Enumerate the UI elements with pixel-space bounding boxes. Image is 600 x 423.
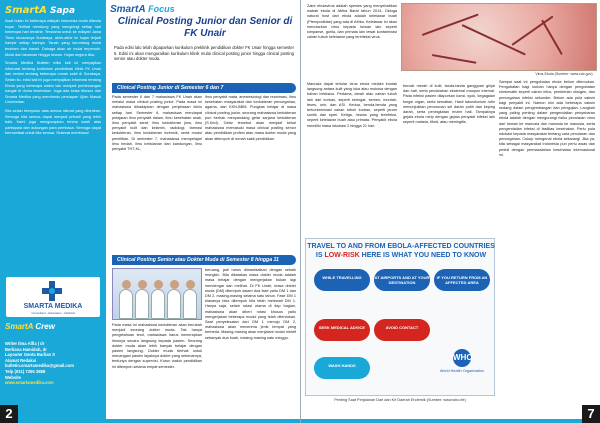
- section-1-column-2: ilmu penyakit mata, anestesiologi dan reanimasi, ilmu kesehatan masyarakat dan kedokteran pencegahan, agama, dan KKN-BBM. Pungkas belajar di masa clinical posting junior, seorang mahasiswa kedokteran pun berhak menyandang gelar sarjana kedokteran (S.Ked). Gelar tersebut akan menjadi bekal mahasiswa memasuki masa clinical posting senior atau pendidikan profesi atau masa dokter muda yang akan ditempuh di rumah sakit pendidikan.: [205, 95, 296, 141]
- crew-phone: Telp (031) 7255 3888: [5, 368, 46, 374]
- who-logo-text: World Health Organization: [439, 369, 485, 373]
- infographic-title-prefix: IS: [315, 251, 323, 259]
- article-title: Clinical Posting Junior dan Senior di FK Unair: [117, 16, 293, 39]
- focus-header: [110, 4, 175, 15]
- ebola-virus-image: [401, 3, 597, 71]
- article-intro: Pada edisi lalu telah dipaparkan kurikulum preklinik pendidikan dokter FK Unair hingga semester 5. Edisi ini akan menguraikan kurikulum klinik mulai clinical posting junior hingga clinical posting senior atau dokter muda.: [114, 45, 294, 62]
- crew-header: [5, 322, 55, 331]
- doctor-figure: [183, 289, 197, 319]
- bottom-bar-left: [18, 419, 300, 423]
- infographic-cell: WASH HANDS: [314, 357, 370, 379]
- sapa-header-title: Sapa: [49, 6, 76, 16]
- right-page: [300, 0, 600, 423]
- infographic-caption: Penting Saat Perjalanan Dari dan Ke Daerah Endemik (Sumber: www.who.int): [334, 398, 466, 402]
- logo-subtext: Consultant - Education - Medical: [31, 311, 75, 315]
- section-2-banner: Clinical Posting Senior atau Dokter Muda di Semester 8 hingga 11: [112, 255, 296, 265]
- section-2-column-2: beruang, jadi harus dimanfaatkan dengan sebaik mungkin. Bila dikatakan masa dokter muda adalah masa belajar dengan mengerjakan bukan lagi mendengar dan melihat. Di FK Unair, masa dokter muda (DM) ditempuh dalam dua fase yaitu DM 1 dan DM 2, masing-masing selama satu tahun. Fase DM 1 biasanya bisa ditempuh bila telah melewati DM 1. Hanya saja, selain rotasi utama di tiap bagian, mahasiswa akan diberi rotasi khusus yaitu mengerjakan beberapa modul yang telah ditentukan. Saat penyelesaian dari DM 1 menuju DM 2, mahasiswa akan menerima jenis tempat yang berbeda. Masing-masing akan menjalani modul elektif sebanyak dua buah, masing-masing satu minggu.: [205, 268, 296, 340]
- infographic-cell: SEEK MEDICAL ADVICE: [314, 319, 370, 341]
- crew-line: Alamat Redaksi: [5, 357, 37, 363]
- infographic-low-risk: LOW-RISK: [324, 251, 360, 259]
- sapa-paragraph-1: Awal bulan ini beberapa wilayah Indonesia mulai dilanda hujan. Terlihat mendung yang mengiringi setiap hari beberapa hari terakhir. Terutama untuk ke wilayah Jawa Timur khususnya Surabaya, akhir-akhir ini hujan terjadi hampir setiap harinya. Tanah yang kerontang mulai tersiram dan basah. Dahaga akan air mulai terpenuhi. Mulai dari tanaman hingga hewan. Hujan segera tiba.: [5, 19, 101, 57]
- section-1-banner: Clinical Posting Junior di Semester 6 dan 7: [112, 83, 296, 93]
- sapa-header: [0, 0, 106, 16]
- page-number-left: 2: [0, 405, 18, 423]
- focus-header-prefix: SmartA: [110, 4, 146, 15]
- crew-header-prefix: SmartA: [5, 322, 34, 331]
- crew-email: bulletin.smartamedika@gmail.com: [5, 363, 75, 369]
- crew-line: Writer Ilma Alfia | dr: [5, 341, 45, 346]
- crew-list: [5, 341, 103, 386]
- section-1-column-1: Pada semester 6 dan 7 mahasiswa FK Unair akan melalui masa clinical posting junior. Pada masa ini mahasiswa dihadapkan dengan penjelasan klinis setiap hari. Semester 6, mahasiswa mendapat pelajaran ilmu penyakit dalam, ilmu kesehatan anak, ilmu penyakit saraf, ilmu kedokteran jiwa, ilmu penyakit kulit dan kelamin, radiologi, farmasi kedokteran, ilmu kedokteran forensik, serta modul penelitian. Di semester 7, mahasiswa mempelajari ilmu bedah, ilmu kebidanan dan kandungan, ilmu penyakit THT-KL,: [112, 95, 202, 152]
- travel-infographic: [305, 238, 495, 396]
- sapa-header-prefix: SmartA: [5, 5, 47, 16]
- sidebar: [0, 0, 106, 423]
- infographic-title-line-1: TRAVEL TO AND FROM EBOLA-AFFECTED COUNTRIES: [307, 243, 495, 250]
- section-2-column-1: Pada masa ini mahasiswa kedokteran akan berubah menjadi seorang dokter muda. Tak hanya pengetahuan teori, mahasiswa harus menerapkan ilmunya secara langsung kepada pasien. Seorang dokter muda akan lebih banyak belajar dengan pasien langsung. Dokter muda berhak untuk menangani pasien layaknya dokter yang sebenarnya, tentunya dengan supervisi. Kurun waktu pendidikan ini ditempuh selama empat semester.: [112, 323, 202, 369]
- ebola-column-2: bercak merah di kulit, tanda-tanda gangguan ginjal dan hati, serta perdarahan eksternal maupun internal. Pada infeksi pasien dilaporkan konsi, syok, kegagalan fungsi organ, serta kematian. Hasil laboratorium rutin menunjukkan penurunan sel darah putih dan keping darah, serta peningkatan enzim hati. Tampaknya gejala ebola mirip dengan gejala penyakit infeksi lain seperti malaria, tifoid, atau meningitis.: [403, 84, 495, 125]
- logo-text: SMARTA MEDIKA: [23, 303, 83, 310]
- infographic-title: [306, 243, 496, 260]
- virus-caption: Virus Ebola (Sumber: www.cdc.gov): [535, 72, 593, 76]
- infographic-cell: WHILE TRAVELLING: [314, 269, 370, 291]
- infographic-title-line-2: [306, 252, 496, 261]
- bottom-bar-right: [301, 419, 583, 423]
- ebola-column-1: Manusia dapat tertular virus ebola melalui kontak langsung antara kulit yang luka atau mukosa dengan bahan infeksius. Pertama, darah atau cairan tubuh lain dari korban, seperti keringat, semen, muntah, feses, urin, dan ASI. Kedua, benda-benda yang terkontaminasi cairan tubuh korban, seperti jarum suntik dan sprei. Ketiga, hewan yang terinfeksi, seperti kelelawar buah atau primata. Penyakit ebola memiliki masa inkubasi 2 hingga 21 hari.: [307, 82, 397, 128]
- smarta-medika-logo: [6, 277, 100, 317]
- doctor-figure: [151, 289, 165, 319]
- doctor-figure: [135, 289, 149, 319]
- ebola-column-3: Sampai saat ini pengobatan ebola belum ditemukan. Pengobatan bagi korban hanya dengan pengobatan simtomatik seperti cairan infus, pemberian oksigen, dan pencegahan infeksi sekunder. Belum ada pula vaksin bagi penyakit ini. Namun kini ada beberapa vaksin sedang dalam pengembangan dan pengujian. Langkah yang paling penting dalam pengendalian penyebaran ebola adalah dengan mengurangi risiko penularan virus dari hewan ke manusia dan manusia ke manusia, serta pengendalian infeksi di fasilitas kesehatan. Perlu pula edukasi kepada masyarakat tentang cara penularan dan pencegahan. Cukup mengenal ebola sekarang! Jika ya, kita sebagai masyarakat Indonesia pun perlu awas dan peduli dengan permasalahan kesehatan internasional ini.: [499, 80, 595, 157]
- sapa-paragraph-3: Kita selalu bersyukur atas semua nikmat yang diberikan. Semoga kita semua dapat menjadi pribadi yang lebih baik. Kami juga mengucapkan terima kasih atas partisipasi dan dukungan para pembaca. Semoga dapat bermanfaat untuk kita semua. Selamat membaca!: [5, 108, 101, 136]
- medical-cross-icon: [40, 280, 64, 302]
- doctor-figure: [119, 289, 133, 319]
- who-logo-icon: WHO: [453, 349, 471, 367]
- infographic-title-suffix: HERE IS WHAT YOU NEED TO KNOW: [361, 251, 487, 259]
- ebola-column-top: Zaire ebolavirus adalah spesies yang menyebabkan wabah ebola di Afrika Barat tahun 2014. Diduga natural host dari ebola adalah kelelawar buah (Pteropodidae) yang ada di Afrika. Kelelawar ini akan menularkan virus kepada hewan lain seperti simpanse, gorila, dan primata lain lewat kontaminasi cairan tubuh kelelawar yang terinfeksi virus.: [307, 4, 397, 40]
- infographic-cell: IF YOU RETURN FROM AN AFFECTED AREA: [434, 269, 490, 291]
- crew-header-title: Crew: [35, 322, 55, 331]
- page-number-right: 7: [582, 405, 600, 423]
- doctors-photo: [112, 268, 202, 320]
- who-logo: [436, 349, 488, 387]
- crew-website: www.smartamedika.com: [5, 380, 54, 386]
- crew-line: Layouter Genta Barlian S: [5, 352, 56, 358]
- crew-line: Berliana Hamidah, dr: [5, 346, 47, 352]
- infographic-cell: AT AIRPORTS AND AT YOUR DESTINATION: [374, 269, 430, 291]
- sapa-paragraph-2: Smarta Medika Bulletin edisi kali ini menyajikan informasi tentang kurikulum pendidikan klinik FK Unair dan review tentang beberapa rumah sakit di Surabaya. Selain itu, edisi kali ini juga menyajikan informasi tentang Ebola yang beberapa waktu lalu menjadi perbincangan hangat di dunia kesehatan. Juga ada kelas khusus dari Smarta Medika yang membantu persiapan Ujian Masuk Universitas.: [5, 61, 101, 105]
- focus-header-title: Focus: [148, 4, 175, 14]
- doctor-figure: [167, 289, 181, 319]
- crew-line: Website: [5, 374, 21, 380]
- infographic-cell: AVOID CONTACT: [374, 319, 430, 341]
